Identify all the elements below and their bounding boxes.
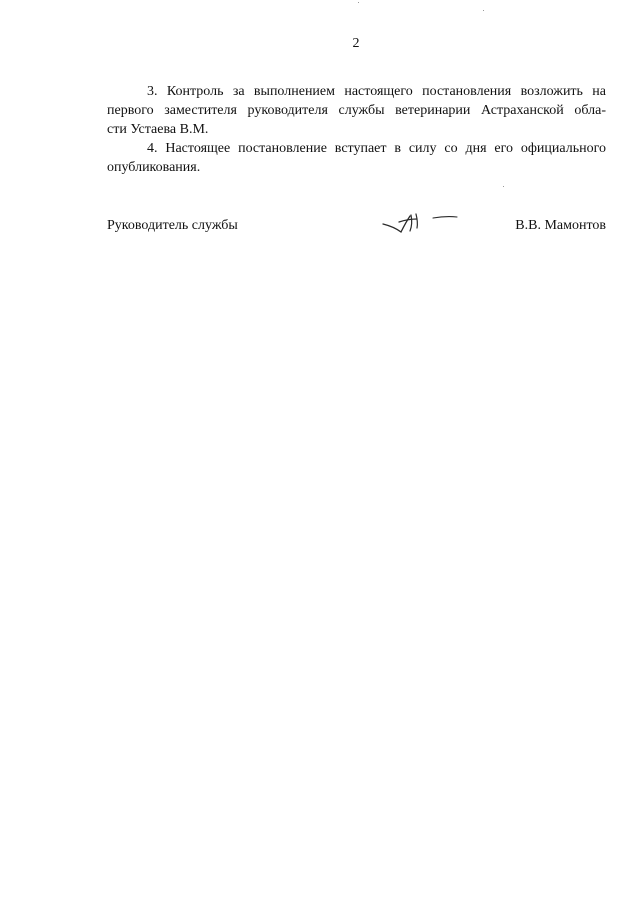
paragraph-line: опубликования. <box>107 160 201 175</box>
paragraph-line: первого заместителя руководителя службы ветеринарии Астраханской обла- <box>107 103 606 118</box>
paragraph-line: сти Устаева В.М. <box>107 122 209 137</box>
paragraph-line: 3. Контроль за выполнением настоящего постановления возложить на <box>147 84 606 99</box>
scan-speck <box>358 2 359 3</box>
scan-speck <box>483 10 484 11</box>
paragraph-4 <box>107 139 606 177</box>
scan-speck <box>503 186 504 187</box>
signature-block <box>107 218 606 248</box>
handwritten-signature <box>377 206 467 246</box>
signatory-title: Руководитель службы <box>107 218 238 233</box>
paragraph-3 <box>107 82 606 139</box>
paragraph-line: 4. Настоящее постановление вступает в силу со дня его официального <box>147 141 606 156</box>
document-body <box>107 82 606 177</box>
signatory-name: В.В. Мамонтов <box>515 218 606 233</box>
page-number: 2 <box>352 36 360 51</box>
